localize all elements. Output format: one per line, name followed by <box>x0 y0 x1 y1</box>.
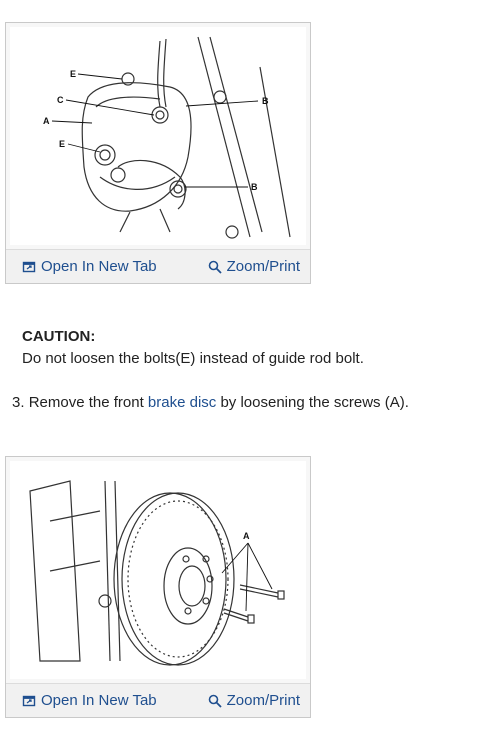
callout-b-bottom: B <box>251 182 258 192</box>
step-text-after: by loosening the screws (A). <box>220 394 409 411</box>
open-new-tab-label: Open In New Tab <box>41 258 157 275</box>
caution-title: CAUTION: <box>22 328 96 345</box>
magnifier-icon <box>208 694 222 708</box>
open-new-tab-icon <box>22 260 36 274</box>
step-text-before: Remove the front <box>28 394 144 411</box>
callout-c: C <box>57 95 64 105</box>
figure-toolbar <box>6 249 310 283</box>
zoom-print-link[interactable] <box>208 692 300 709</box>
callout-e-mid: E <box>59 139 66 149</box>
caution-text: Do not loosen the bolts(E) instead of guide rod bolt. <box>22 350 364 367</box>
caliper-diagram <box>10 27 306 245</box>
caliper-figure <box>5 22 311 284</box>
callout-a: A <box>43 116 50 126</box>
step-number: 3. <box>12 394 25 411</box>
callout-b-top: B <box>262 96 269 106</box>
zoom-print-label: Zoom/Print <box>226 692 300 709</box>
brake-disc-figure <box>5 456 311 718</box>
open-new-tab-label: Open In New Tab <box>41 692 157 709</box>
open-new-tab-link[interactable] <box>22 692 157 709</box>
step-3 <box>12 394 409 411</box>
brake-disc-link[interactable]: brake disc <box>147 394 217 411</box>
zoom-print-label: Zoom/Print <box>226 258 300 275</box>
open-new-tab-link[interactable] <box>22 258 157 275</box>
zoom-print-link[interactable] <box>208 258 300 275</box>
brake-disc-illustration <box>10 461 306 679</box>
figure-toolbar <box>6 683 310 717</box>
caliper-illustration <box>10 27 306 245</box>
brake-disc-diagram <box>10 461 306 679</box>
caution-note <box>22 326 364 370</box>
magnifier-icon <box>208 260 222 274</box>
callout-a-screws: A <box>243 531 250 541</box>
open-new-tab-icon <box>22 694 36 708</box>
callout-e-top: E <box>70 69 77 79</box>
